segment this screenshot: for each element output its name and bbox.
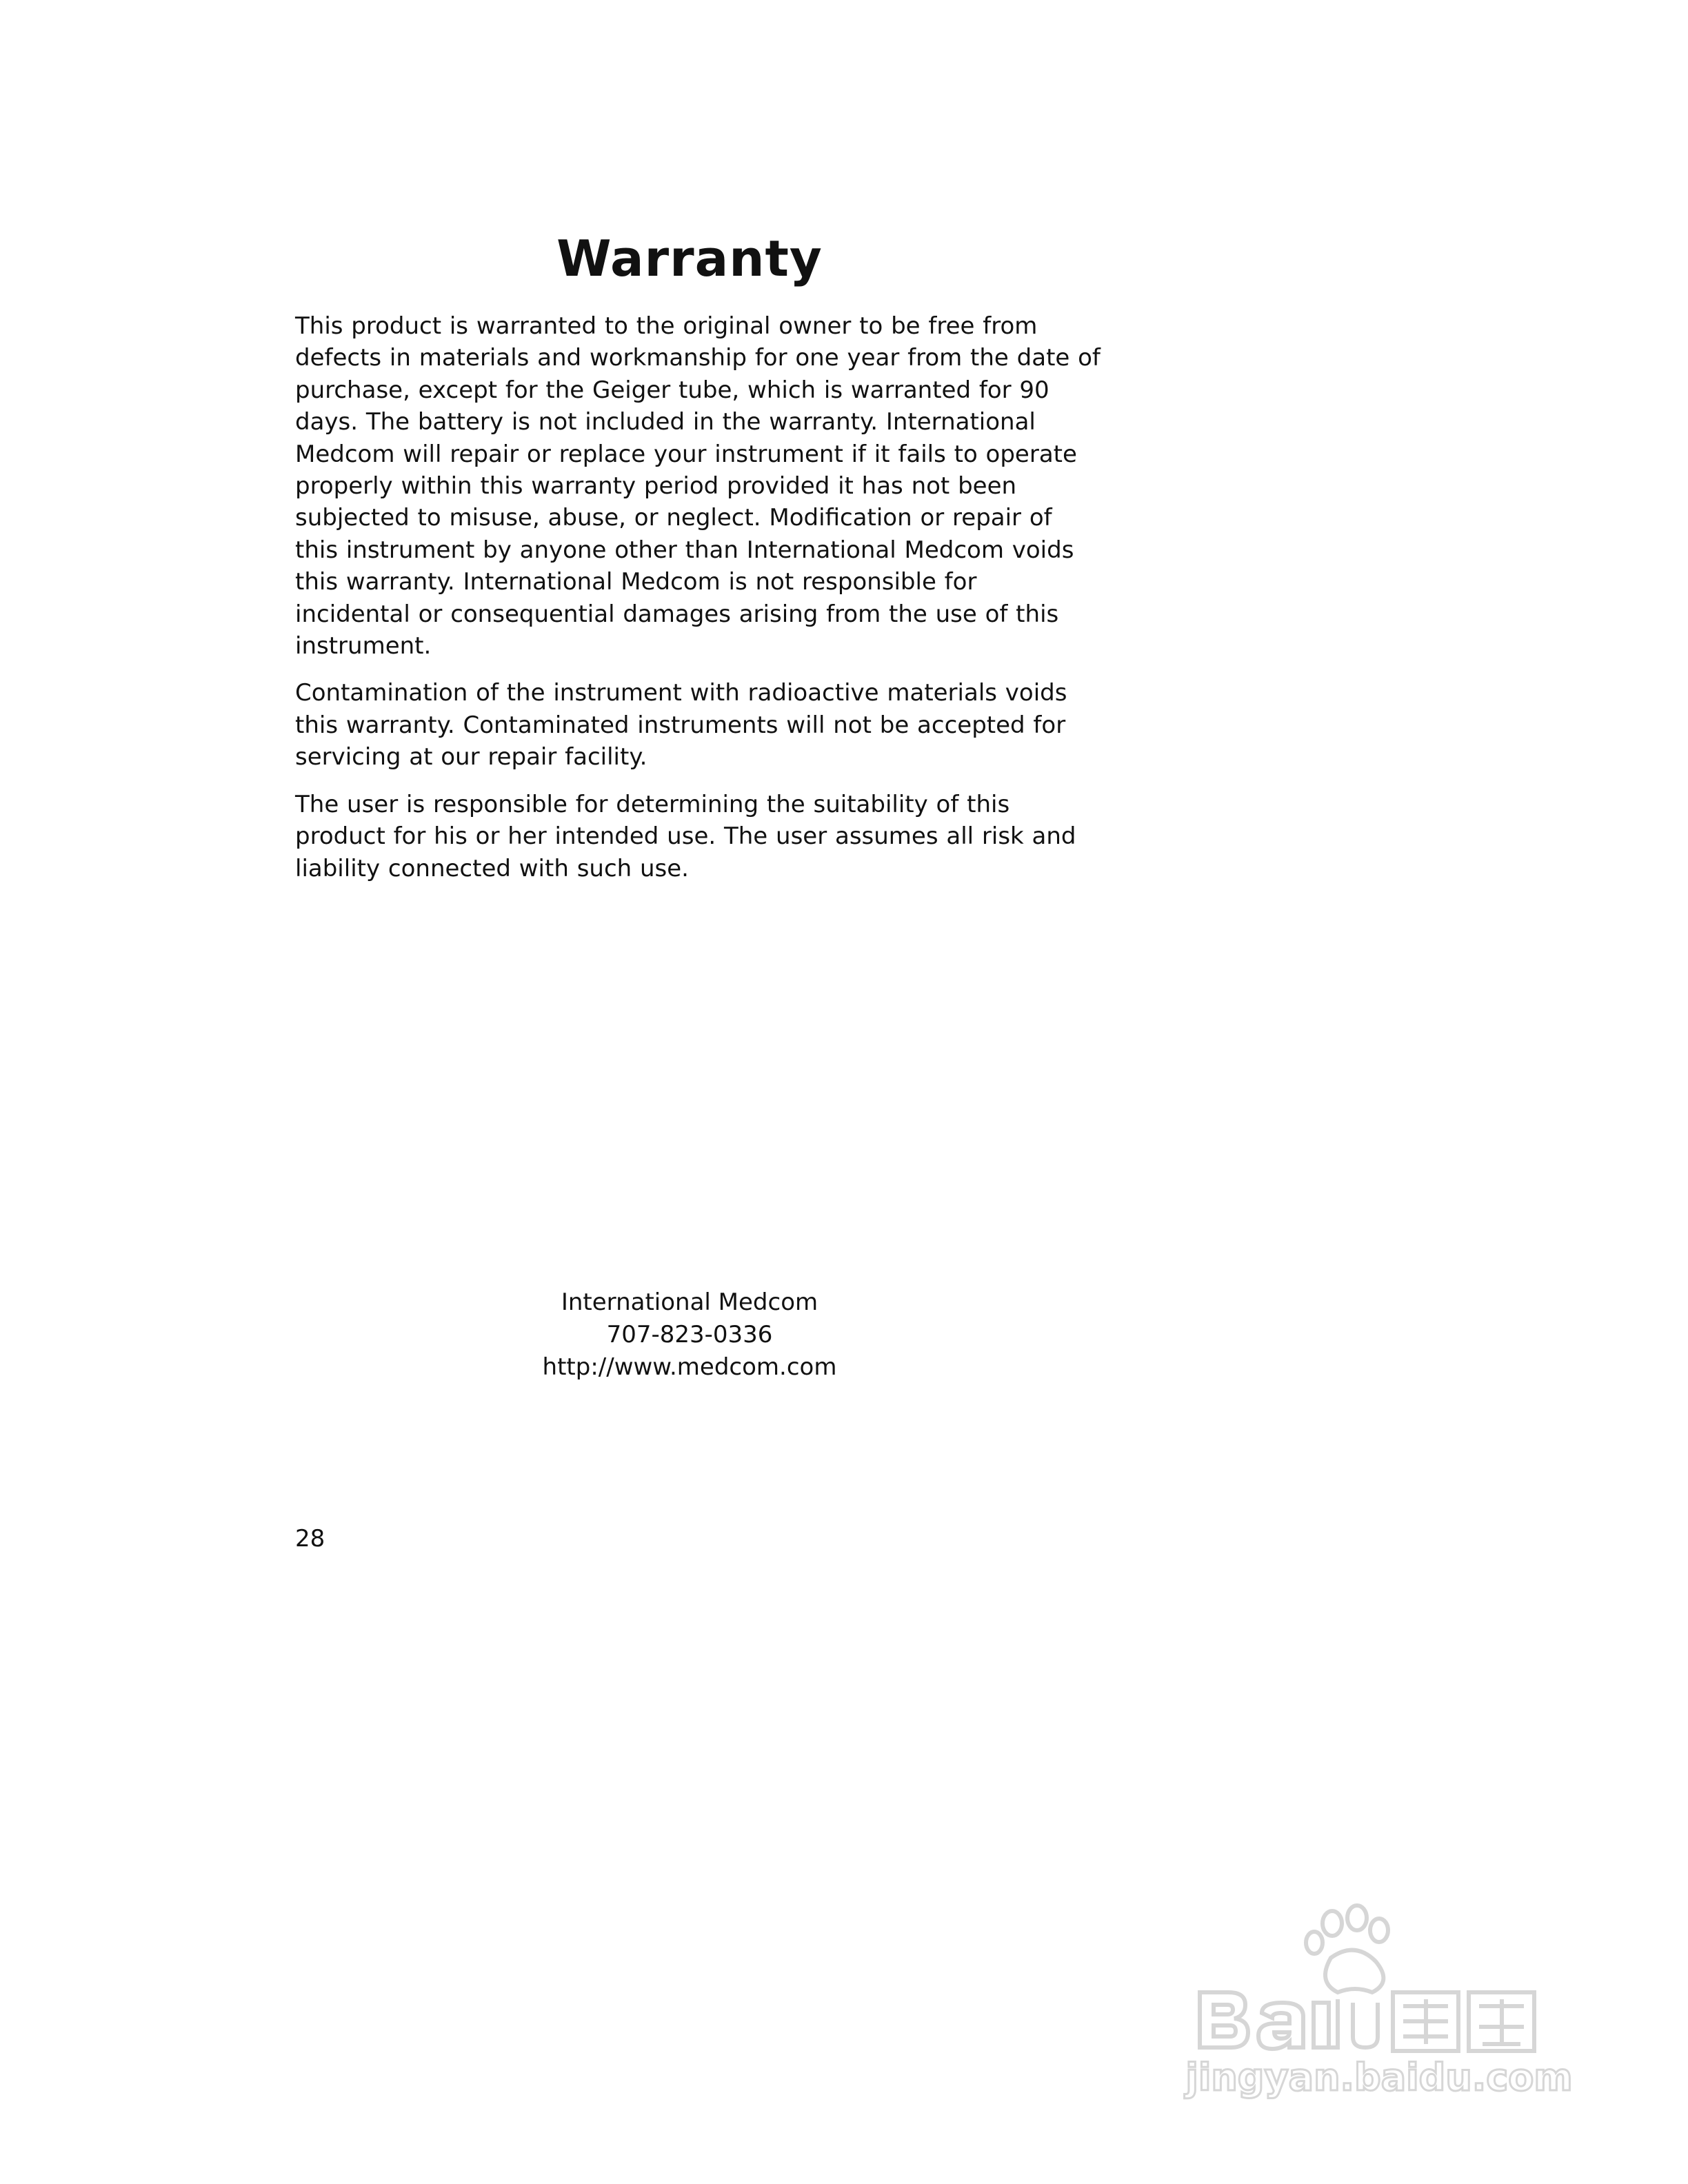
text-line: defects in materials and workmanship for one year from the date of: [295, 344, 1101, 372]
text-line: liability connected with such use.: [295, 854, 689, 882]
warranty-paragraph-terms: [295, 310, 1109, 662]
text-line: this instrument by anyone other than International Medcom voids: [295, 536, 1074, 564]
text-line: product for his or her intended use. The user assumes all risk and: [295, 822, 1076, 851]
text-line: this warranty. Contaminated instruments will not be accepted for: [295, 711, 1066, 739]
text-line: properly within this warranty period provided it has not been: [295, 472, 1017, 501]
company-name: International Medcom: [561, 1288, 818, 1316]
text-line: days. The battery is not included in the warranty. International: [295, 408, 1036, 436]
website-url: http://www.medcom.com: [542, 1353, 837, 1381]
warranty-paragraph-contamination: [295, 677, 1109, 773]
text-line: this warranty. International Medcom is not responsible for: [295, 568, 977, 596]
text-line: subjected to misuse, abuse, or neglect. Modification or repair of: [295, 504, 1052, 532]
contact-block: [0, 1286, 1379, 1384]
page-title: Warranty: [556, 230, 823, 287]
text-line: The user is responsible for determining the suitability of this: [295, 790, 1010, 818]
baidu-watermark-logo: [1172, 1903, 1586, 2103]
text-line: incidental or consequential damages arising from the use of this: [295, 600, 1059, 628]
warranty-body: [295, 310, 1109, 900]
text-line: instrument.: [295, 632, 432, 660]
warranty-paragraph-user-responsibility: [295, 789, 1109, 884]
text-line: Contamination of the instrument with radioactive materials voids: [295, 679, 1067, 707]
watermark-url-text: jingyan.baidu.com: [1185, 2056, 1573, 2099]
phone-number: 707-823-0336: [606, 1321, 773, 1348]
text-line: purchase, except for the Geiger tube, which is warranted for 90: [295, 376, 1049, 404]
text-line: Medcom will repair or replace your instrument if it fails to operate: [295, 440, 1077, 468]
text-line: This product is warranted to the original owner to be free from: [295, 312, 1038, 340]
page-number: 28: [295, 1525, 325, 1553]
text-line: servicing at our repair facility.: [295, 743, 647, 771]
